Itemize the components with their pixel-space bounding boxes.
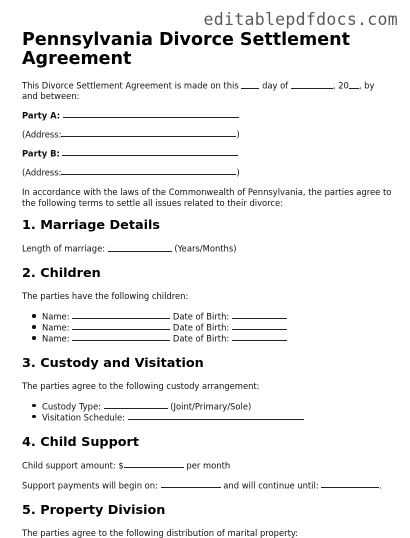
address-open: (Address: xyxy=(22,167,62,178)
party-b-label: Party B: xyxy=(22,148,60,159)
section-heading-support: 4. Child Support xyxy=(22,434,139,450)
support-begin-blank[interactable] xyxy=(161,480,221,489)
address-close: ) xyxy=(236,129,240,140)
intro-text-3: , 20 xyxy=(332,80,349,91)
child-item xyxy=(42,322,392,333)
visitation-item xyxy=(42,412,392,423)
marriage-length-label: Length of marriage: xyxy=(22,243,106,254)
child-name-blank[interactable] xyxy=(72,322,170,331)
section-heading-custody: 3. Custody and Visitation xyxy=(22,355,204,371)
custody-intro: The parties agree to the following custody arrangement: xyxy=(22,380,260,391)
property-intro: The parties agree to the following distribution of marital property: xyxy=(22,527,299,538)
support-end-blank[interactable] xyxy=(321,480,379,489)
support-begin-label: Support payments will begin on: xyxy=(22,480,158,491)
party-b-line xyxy=(22,148,392,159)
party-b-address-line xyxy=(22,167,392,178)
party-b-address-blank[interactable] xyxy=(61,167,236,176)
child-name-blank[interactable] xyxy=(72,333,170,342)
marriage-length-blank[interactable] xyxy=(108,243,172,252)
year-blank[interactable] xyxy=(349,80,359,89)
document-page xyxy=(22,31,392,538)
child-dob-blank[interactable] xyxy=(232,311,287,320)
month-blank[interactable] xyxy=(291,80,333,89)
child-name-blank[interactable] xyxy=(72,311,170,320)
watermark: editablepdfdocs.com xyxy=(203,10,398,29)
support-dates-line xyxy=(22,480,392,491)
visitation-label: Visitation Schedule: xyxy=(42,412,125,423)
party-a-address-line xyxy=(22,129,392,140)
support-amount-blank[interactable] xyxy=(124,460,184,469)
section-heading-children: 2. Children xyxy=(22,266,101,282)
intro-text-1: This Divorce Settlement Agreement is made on this xyxy=(22,80,239,91)
child-name-label: Name: xyxy=(42,333,70,344)
child-name-label: Name: xyxy=(42,311,70,322)
child-item xyxy=(42,311,392,322)
child-dob-label: Date of Birth: xyxy=(172,322,230,333)
child-dob-blank[interactable] xyxy=(232,333,287,342)
intro-text-2: day of xyxy=(262,80,289,91)
support-amount-suffix: per month xyxy=(186,460,231,471)
party-a-label: Party A: xyxy=(22,110,61,121)
section-heading-property: 5. Property Division xyxy=(22,502,166,518)
marriage-length-unit: (Years/Months) xyxy=(174,243,237,254)
visitation-blank[interactable] xyxy=(128,412,304,421)
support-continue-label: and will continue until: xyxy=(223,480,319,491)
address-close: ) xyxy=(236,167,240,178)
custody-type-label: Custody Type: xyxy=(42,401,101,412)
support-end-period: . xyxy=(379,480,382,491)
custody-type-options: (Joint/Primary/Sole) xyxy=(170,401,252,412)
section-heading-marriage: 1. Marriage Details xyxy=(22,218,160,234)
marriage-length-line xyxy=(22,243,392,254)
custody-type-item xyxy=(42,401,392,412)
child-dob-label: Date of Birth: xyxy=(172,311,230,322)
address-open: (Address: xyxy=(22,129,62,140)
children-list xyxy=(22,311,392,344)
party-a-line xyxy=(22,110,392,121)
intro-paragraph xyxy=(22,80,392,102)
support-amount-line xyxy=(22,460,392,471)
child-item xyxy=(42,333,392,344)
party-a-blank[interactable] xyxy=(63,110,239,119)
custody-list xyxy=(22,401,392,423)
document-title: Pennsylvania Divorce Settlement Agreement xyxy=(22,30,350,69)
custody-type-blank[interactable] xyxy=(104,401,168,410)
child-name-label: Name: xyxy=(42,322,70,333)
accordance-paragraph: In accordance with the laws of the Commonwealth of Pennsylvania, the parties agree to the following terms to settle all issues related to their divorce: xyxy=(22,187,392,208)
party-a-address-blank[interactable] xyxy=(61,129,236,138)
day-blank[interactable] xyxy=(241,80,259,89)
support-amount-label: Child support amount: $ xyxy=(22,460,124,471)
children-intro: The parties have the following children: xyxy=(22,291,189,302)
party-b-blank[interactable] xyxy=(62,148,238,157)
child-dob-label: Date of Birth: xyxy=(172,333,230,344)
intro-text-4: , by and between: xyxy=(22,80,375,102)
child-dob-blank[interactable] xyxy=(232,322,287,331)
